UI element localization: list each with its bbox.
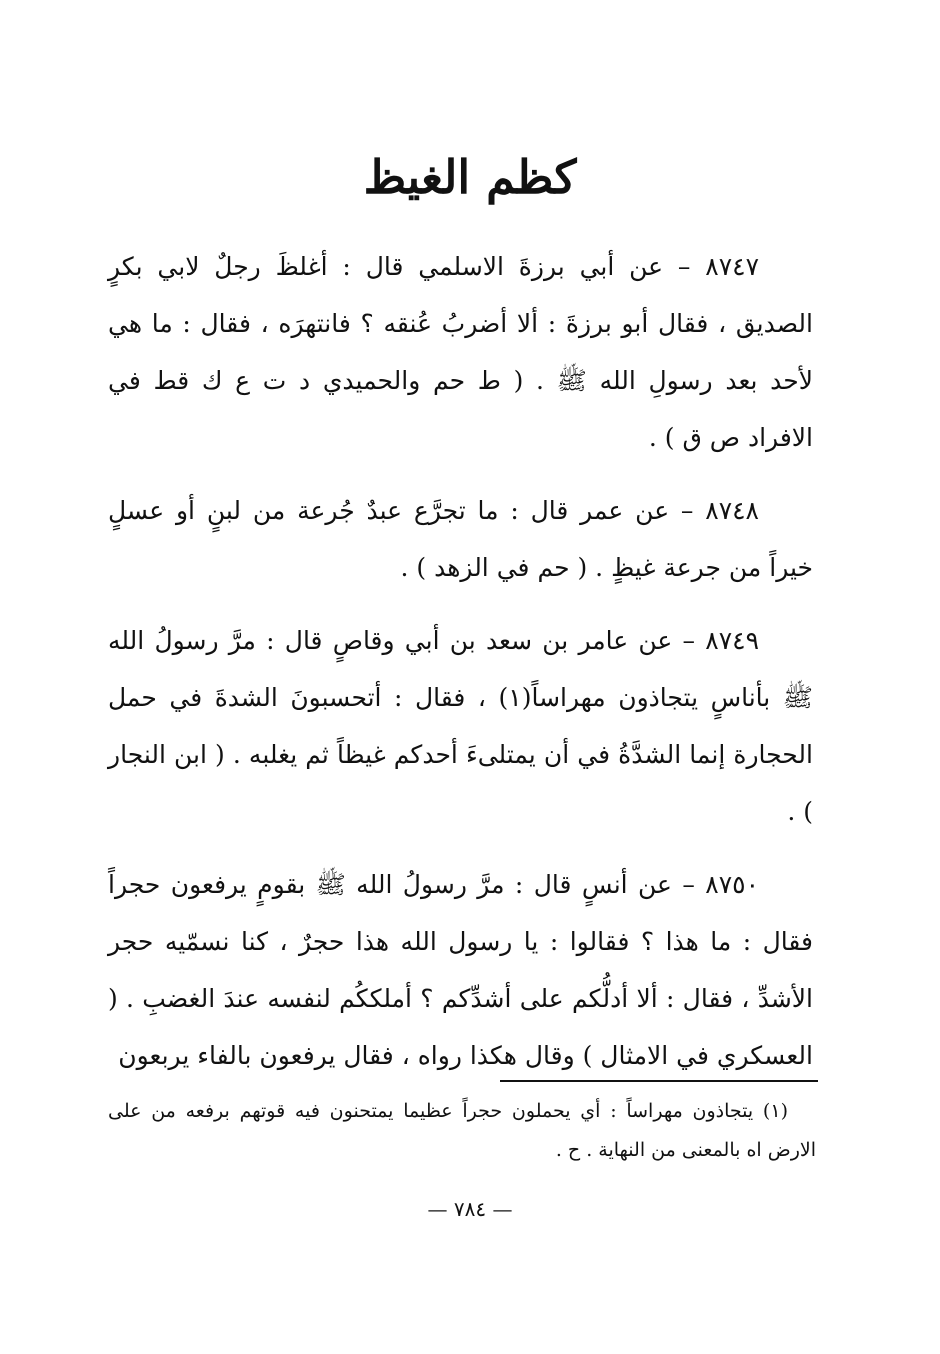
footnotes bbox=[108, 1092, 816, 1170]
main-text bbox=[108, 238, 813, 1100]
hadith-entry-8747 bbox=[108, 238, 813, 466]
entry-number: ٨٧٤٨ bbox=[705, 496, 759, 525]
hadith-entry-8750 bbox=[108, 856, 813, 1084]
entry-text: – عن أنسٍ قال : مرَّ رسولُ الله ﷺ بقومٍ يرفعون حجراً فقال : ما هذا ؟ فقالوا : يا رسول الله هذا حجرٌ ، كنا نسمّيه حجر الأشدِّ ، فقال : ألا أدلُّكم على أشدِّكم ؟ أملككُم لنفسه عندَ الغضبِ . ( العسكري في الامثال ) وقال هكذا رواه ، فقال يرفعون بالفاء يربعون bbox=[108, 870, 813, 1070]
hadith-entry-8748 bbox=[108, 482, 813, 596]
entry-text: – عن عامر بن سعد بن أبي وقاصٍ قال : مرَّ رسولُ الله ﷺ بأناسٍ يتجاذون مهراساً(١) ، فقال : أتحسبونَ الشدةَ في حمل الحجارة إنما الشدَّةُ في أن يمتلىءَ أحدكم غيظاً ثم يغلبه . ( ابن النجار ) . bbox=[108, 626, 813, 826]
footnote-1: (١) يتجاذون مهراساً : أي يحملون حجراً عظيما يمتحنون فيه قوتهم برفعه من على الارض اه بالمعنى من النهاية . ح . bbox=[108, 1100, 816, 1161]
entry-text: – عن عمر قال : ما تجرَّع عبدٌ جُرعة من لبنٍ أو عسلٍ خيراً من جرعة غيظٍ . ( حم في الزهد ) . bbox=[108, 496, 813, 582]
entry-text: – عن أبي برزةَ الاسلمي قال : أغلظَ رجلٌ لابي بكرٍ الصديق ، فقال أبو برزةَ : ألا أضربُ عُنقه ؟ فانتهرَه ، فقال : ما هي لأحد بعد رسولِ الله ﷺ . ( ط حم والحميدي د ت ع ك قط في الافراد ص ق ) . bbox=[108, 252, 813, 452]
entry-number: ٨٧٥٠ bbox=[705, 870, 759, 899]
entry-number: ٨٧٤٩ bbox=[705, 626, 759, 655]
chapter-heading: كظم الغيظ bbox=[363, 150, 577, 204]
entry-number: ٨٧٤٧ bbox=[705, 252, 759, 281]
page-number: — ٧٨٤ — bbox=[427, 1197, 513, 1221]
hadith-entry-8749 bbox=[108, 612, 813, 840]
footnote-divider bbox=[500, 1080, 818, 1082]
